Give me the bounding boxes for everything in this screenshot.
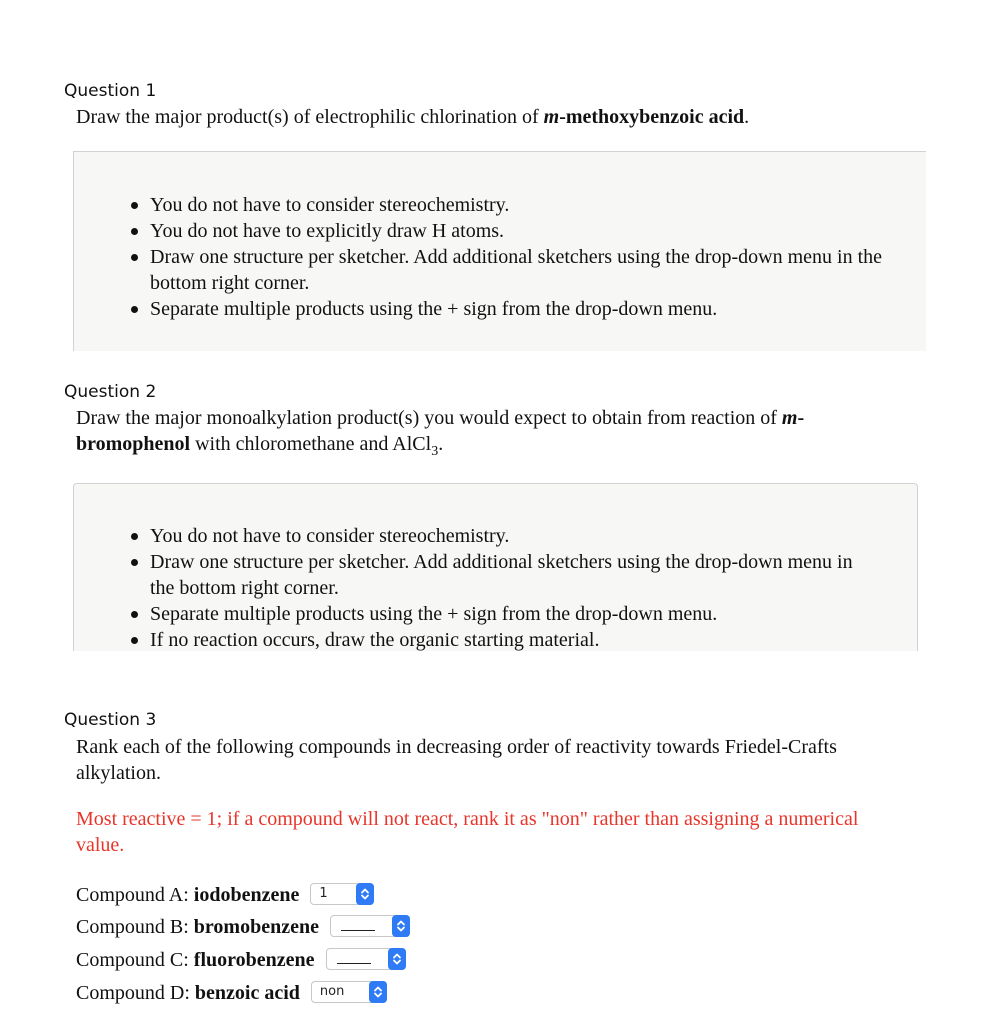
note-item: You do not have to explicitly draw H atoms. bbox=[74, 218, 926, 244]
rank-select-a[interactable] bbox=[310, 883, 374, 905]
select-arrows-icon[interactable] bbox=[369, 981, 387, 1003]
question-1-notes-box bbox=[73, 151, 926, 351]
compound-row-d bbox=[76, 980, 387, 1006]
question-1-text-italic: m bbox=[543, 106, 560, 128]
note-item: Draw one structure per sketcher. Add additional sketchers using the drop-down menu in the bottom right corner. bbox=[74, 244, 926, 296]
rank-select-c[interactable] bbox=[326, 948, 406, 970]
compound-name: bromobenzene bbox=[193, 916, 319, 938]
question-1-text-prefix: Draw the major product(s) of electrophilic chlorination of bbox=[76, 106, 544, 128]
note-item: Separate multiple products using the + sign from the drop-down menu. bbox=[74, 296, 926, 322]
question-2-text-suffix-b: . bbox=[438, 433, 444, 455]
question-2-text-bold: -bromophenol bbox=[76, 407, 805, 455]
compound-row-b bbox=[76, 914, 410, 940]
note-item: Separate multiple products using the + sign from the drop-down menu. bbox=[74, 601, 917, 627]
compound-row-a bbox=[76, 882, 374, 908]
note-item: You do not have to consider stereochemistry. bbox=[74, 523, 917, 549]
compound-label: Compound A: bbox=[76, 884, 194, 906]
question-2-notes-box bbox=[73, 483, 918, 651]
question-1-notes-list bbox=[74, 192, 926, 322]
compound-name: iodobenzene bbox=[193, 884, 300, 906]
question-3-title: Question 3 bbox=[64, 710, 157, 730]
rank-select-d[interactable] bbox=[311, 981, 387, 1003]
compound-label: Compound B: bbox=[76, 916, 194, 938]
question-1-text-bold: -methoxybenzoic acid bbox=[559, 106, 745, 128]
rank-select-value: non bbox=[319, 984, 345, 1000]
empty-value-line bbox=[341, 930, 375, 931]
question-3-text: Rank each of the following compounds in decreasing order of reactivity towards Friedel-Crafts alkylation. bbox=[76, 736, 837, 784]
compound-label: Compound D: bbox=[76, 982, 195, 1004]
question-2-text-suffix-a: with chloromethane and AlCl bbox=[190, 433, 432, 455]
question-2-text bbox=[76, 405, 906, 465]
select-arrows-icon[interactable] bbox=[356, 883, 374, 905]
question-2-text-italic: m bbox=[781, 407, 798, 429]
note-item: You do not have to consider stereochemistry. bbox=[74, 192, 926, 218]
select-arrows-icon[interactable] bbox=[388, 948, 406, 970]
question-2-text-subscript: 3 bbox=[431, 444, 439, 459]
question-3-instruction: Most reactive = 1; if a compound will not react, rank it as "non" rather than assigning a numerical value. bbox=[76, 808, 859, 856]
compound-name: fluorobenzene bbox=[193, 949, 315, 971]
question-1-text-suffix: . bbox=[744, 106, 750, 128]
rank-select-value: 1 bbox=[319, 886, 328, 902]
note-item: Draw one structure per sketcher. Add additional sketchers using the drop-down menu in the bottom right corner. bbox=[74, 549, 917, 601]
note-item: If no reaction occurs, draw the organic starting material. bbox=[74, 627, 917, 653]
select-arrows-icon[interactable] bbox=[392, 915, 410, 937]
compound-label: Compound C: bbox=[76, 949, 194, 971]
compound-row-c bbox=[76, 947, 406, 973]
empty-value-line bbox=[337, 963, 371, 964]
compound-name: benzoic acid bbox=[194, 982, 300, 1004]
question-1-title: Question 1 bbox=[64, 81, 157, 101]
question-1-text bbox=[76, 104, 936, 130]
question-2-notes-list bbox=[74, 523, 917, 653]
question-2-title: Question 2 bbox=[64, 382, 157, 402]
question-2-text-prefix: Draw the major monoalkylation product(s) you would expect to obtain from reaction of bbox=[76, 407, 782, 429]
rank-select-b[interactable] bbox=[330, 915, 410, 937]
